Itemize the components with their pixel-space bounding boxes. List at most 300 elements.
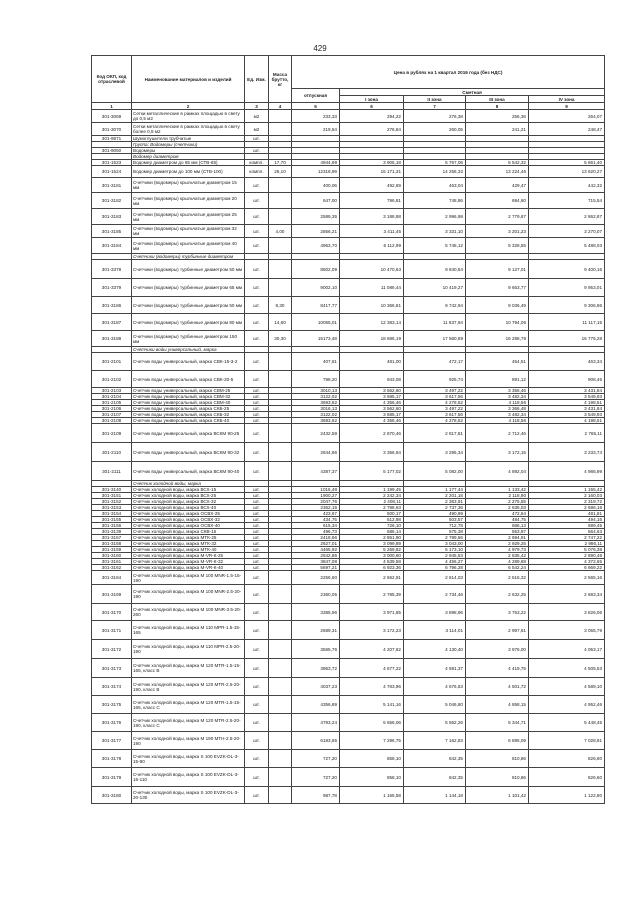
row-code-cell: 301-3139 [92,529,132,535]
header-unit: Ед. Изм. [245,56,269,103]
row-code-cell: 301-2109 [92,424,132,443]
row-release-price-cell: 9002,10 [292,279,340,297]
row-release-price-cell: 233,33 [292,110,340,123]
row-zone-4-cell: 715,54 [529,193,605,209]
row-release-price-cell: 3016,13 [292,406,340,412]
row-zone-3-cell: 6 542,24 [466,565,529,571]
row-code-cell: 301-1524 [92,166,132,178]
row-zone-1-cell: 18 686,19 [340,331,404,347]
row-zone-2-cell: 2 734,46 [404,585,466,604]
row-unit-cell: шт. [245,621,269,640]
row-name-cell: Сетки металлические в рамках площадью в свету до 0,5 м2 [132,110,245,123]
row-zone-4-cell: 4 986,99 [529,462,605,481]
row-unit-cell: шт. [245,505,269,511]
row-zone-2-cell: 842,35 [404,768,466,787]
row-unit-cell: шт. [245,238,269,254]
row-mass-cell [269,714,292,732]
row-zone-1-cell: 4 763,96 [340,678,404,696]
row-release-price-cell: 727,20 [292,768,340,787]
row-release-price-cell: 3847,08 [292,559,340,565]
row-code-cell: 301-2101 [92,353,132,371]
row-name-cell: Водомеры [132,148,245,154]
row-mass-cell: 4,00 [269,225,292,238]
table-row [92,166,605,178]
row-zone-2-cell: 2 799,56 [404,535,466,541]
row-zone-2-cell: 7 162,83 [404,732,466,750]
column-number: 4 [269,103,292,110]
row-name-cell: Счетчик холодной воды, марка М 120 MTR-2.5-20-190, класс С [132,714,245,732]
row-zone-2-cell: 4 676,53 [404,678,466,696]
row-zone-1-cell: 858,10 [340,750,404,768]
row-zone-3-cell: 2 635,03 [466,505,529,511]
row-code-cell: 301-3379 [92,279,132,297]
row-mass-cell [269,353,292,371]
row-zone-3-cell: 4 118,56 [466,418,529,424]
row-mass-cell: 30,30 [269,331,292,347]
table-row [92,571,605,585]
row-code-cell: 301-2106 [92,406,132,412]
row-mass-cell: 14,60 [269,314,292,331]
row-zone-4-cell: 4 198,51 [529,418,605,424]
row-zone-4-cell: 826,60 [529,768,605,787]
row-zone-3-cell: 891,12 [466,371,529,388]
table-row [92,443,605,462]
row-zone-3-cell: 3 356,46 [466,388,529,394]
row-zone-1-cell: 500,17 [340,511,404,517]
row-name-cell: Счетчик воды универсальный, марка СВМ-25 [132,388,245,394]
row-name-cell: Счетчик воды универсальный, марка СКБ-32 [132,412,245,418]
row-zone-1-cell: 512,98 [340,517,404,523]
row-code-cell: 301-3176 [92,714,132,732]
row-mass-cell [269,585,292,604]
row-zone-3-cell: 3 201,23 [466,225,529,238]
row-name-cell: Счетчики воды универсальный, марка [132,347,245,353]
row-zone-1-cell: 2 242,34 [340,493,404,499]
row-name-cell: Счетчик воды универсальный, марка СКБ-25 [132,406,245,412]
row-name-cell: Счетчик воды универсальный, марка СКБ-40 [132,418,245,424]
table-row [92,209,605,225]
row-name-cell: Счетчик холодной воды, марка ВСХ-15 [132,487,245,493]
row-release-price-cell: 798,20 [292,371,340,388]
row-zone-4-cell: 826,60 [529,750,605,768]
row-zone-1-cell: 2 870,46 [340,424,404,443]
row-code-cell: 301-3161 [92,559,132,565]
row-zone-3-cell: 16 288,78 [466,331,529,347]
row-zone-4-cell: 2 765,11 [529,424,605,443]
row-unit-cell: шт. [245,585,269,604]
row-zone-3-cell: 241,21 [466,123,529,136]
row-zone-1-cell: 481,00 [340,353,404,371]
column-number: 1 [92,103,132,110]
row-unit-cell: шт. [245,424,269,443]
row-mass-cell [269,178,292,193]
row-zone-4-cell: 481,81 [529,511,605,517]
row-unit-cell: шт. [245,443,269,462]
row-code-cell: 301-3185 [92,225,132,238]
row-code-cell: 301-1523 [92,160,132,166]
row-release-price-cell: 4387,37 [292,462,340,481]
row-zone-2-cell: 17 560,89 [404,331,466,347]
row-code-cell: 301-3070 [92,123,132,136]
row-zone-1-cell: 7 296,75 [340,732,404,750]
row-name-cell: Счетчик холодной воды, марка М 100 MNR-1.5-15-190 [132,571,245,585]
row-mass-cell [269,640,292,659]
row-zone-1-cell: 12 383,14 [340,314,404,331]
row-zone-2-cell: 3 331,10 [404,225,466,238]
row-release-price-cell: 423,67 [292,511,340,517]
row-zone-4-cell: 564,63 [529,529,605,535]
row-unit-cell: шт. [245,529,269,535]
row-zone-4-cell: 2 986,11 [529,541,605,547]
row-zone-2-cell: 463,04 [404,178,466,193]
row-zone-2-cell: 3 617,56 [404,394,466,400]
row-unit-cell: шт. [245,209,269,225]
row-release-price-cell: 2856,21 [292,225,340,238]
row-release-price-cell: 3693,62 [292,400,340,406]
row-unit-cell: шт. [245,499,269,505]
row-mass-cell [269,571,292,585]
page-number: 429 [313,44,327,53]
table-row [92,714,605,732]
row-release-price-cell: 434,75 [292,517,340,523]
row-name-cell: Счетчик воды универсальный, марка ВСКМ 90-40 [132,462,245,481]
row-zone-2-cell: 5 745,12 [404,238,466,254]
row-name-cell: Счетчик холодной воды, марка СКВ-15 [132,529,245,535]
row-zone-3-cell: 9 036,49 [466,297,529,314]
row-zone-3-cell: 3 976,00 [466,640,529,659]
row-zone-1-cell: 3 188,88 [340,209,404,225]
row-name-cell: Счетчики (водомеры) турбинные диаметром 150 мм [132,331,245,347]
row-mass-cell [269,238,292,254]
row-unit-cell: шт. [245,547,269,553]
row-mass-cell [269,768,292,787]
header-release-price: отпускная [292,89,340,103]
row-release-price-cell: 10055,01 [292,314,340,331]
row-zone-3-cell: 2 516,32 [466,571,529,585]
row-zone-2-cell: 2 737,36 [404,505,466,511]
row-code-cell: 301-3158 [92,541,132,547]
row-code-cell: 301-3159 [92,547,132,553]
row-release-price-cell: 2047,76 [292,499,340,505]
row-zone-2-cell: 4 278,52 [404,418,466,424]
row-mass-cell [269,659,292,678]
row-unit-cell: шт. [245,553,269,559]
row-zone-1-cell: 10 366,81 [340,297,404,314]
row-mass-cell [269,123,292,136]
row-code-cell: 301-3154 [92,511,132,517]
row-name-cell: Счетчик холодной воды, марка ВСХ-40 [132,505,245,511]
row-zone-2-cell: 712,78 [404,523,466,529]
row-zone-3-cell: 2 997,61 [466,621,529,640]
row-code-cell: 301-3186 [92,297,132,314]
row-zone-2-cell: 2 614,03 [404,571,466,585]
row-zone-3-cell: 694,60 [466,193,529,209]
row-zone-3-cell: 429,47 [466,178,529,193]
row-name-cell: Счетчик воды универсальный, марка СВК-20-5 [132,371,245,388]
row-unit-cell: шт. [245,768,269,787]
row-zone-4-cell: 3 055,79 [529,621,605,640]
row-release-price-cell: 3693,62 [292,418,340,424]
row-zone-1-cell: 2 662,91 [340,571,404,585]
row-zone-4-cell: 9 400,16 [529,260,605,279]
row-zone-2-cell: 3 898,96 [404,604,466,621]
row-code-cell: 301-3169 [92,585,132,604]
row-zone-4-cell: 699,45 [529,523,605,529]
row-zone-4-cell: 248,47 [529,123,605,136]
row-release-price-cell: 219,54 [292,123,340,136]
row-zone-4-cell: 1 122,80 [529,787,605,804]
row-code-cell: 301-2108 [92,418,132,424]
row-name-cell: Счетчик холодной воды, марка М-VR-К-25 [132,553,245,559]
table-row [92,331,605,347]
row-code-cell: 301-3172 [92,640,132,659]
row-unit-cell: шт. [245,541,269,547]
row-name-cell: Счетчики (водомеры) турбинные диаметром 65 мм [132,279,245,297]
row-name-cell: Счетчик холодной воды, марка М 110 MPR-1.5-15-165 [132,621,245,640]
row-zone-4-cell: 264,07 [529,110,605,123]
row-zone-3-cell: 553,87 [466,529,529,535]
row-unit-cell: м2 [245,123,269,136]
row-name-cell: Счетчик воды универсальный, марка СВК-15-3-2 [132,353,245,371]
row-code-cell: 301-3187 [92,314,132,331]
row-code-cell: 301-3151 [92,493,132,499]
row-mass-cell: 17,70 [269,160,292,166]
table-row [92,110,605,123]
table-row [92,585,605,604]
row-mass-cell [269,604,292,621]
row-zone-3-cell: 484,75 [466,517,529,523]
row-code-cell: 301-3177 [92,732,132,750]
row-zone-2-cell: 5 767,06 [404,160,466,166]
row-zone-3-cell: 6 895,09 [466,732,529,750]
table-row [92,604,605,621]
row-zone-1-cell: 294,22 [340,110,404,123]
row-name-cell: Счетчик холодной воды, марка МТК-25 [132,535,245,541]
row-zone-4-cell: 3 549,93 [529,412,605,418]
column-number: 9 [529,103,605,110]
row-zone-1-cell: 3 685,17 [340,394,404,400]
row-code-cell: 301-2110 [92,443,132,462]
row-unit-cell: шт. [245,418,269,424]
row-zone-4-cell: 13 620,27 [529,166,605,178]
row-zone-2-cell: 4 456,27 [404,559,466,565]
row-release-price-cell: 2432,59 [292,424,340,443]
row-name-cell: Счетчик холодной воды, марка МТК-40 [132,547,245,553]
row-zone-2-cell: 3 043,00 [404,541,466,547]
row-zone-4-cell: 463,34 [529,353,605,371]
row-zone-2-cell: 748,86 [404,193,466,209]
row-code-cell: 301-9050 [92,148,132,154]
row-zone-4-cell: 908,46 [529,371,605,388]
table-row [92,640,605,659]
row-unit-cell: шт. [245,493,269,499]
row-code-cell: 301-3174 [92,678,132,696]
row-zone-2-cell: 276,38 [404,110,466,123]
row-zone-2-cell: 1 177,44 [404,487,466,493]
row-code-cell: 301-3173 [92,659,132,678]
row-zone-1-cell: 4 539,58 [340,559,404,565]
row-code-cell: 301-2111 [92,462,132,481]
price-table-sheet [91,55,604,804]
row-unit-cell: шт. [245,371,269,388]
table-row [92,279,605,297]
row-release-price-cell: 407,61 [292,353,340,371]
row-unit-cell: шт. [245,148,269,154]
row-name-cell: Счетчик воды универсальный, марка СВМ-40 [132,400,245,406]
row-zone-4-cell: 5 661,40 [529,160,605,166]
row-zone-1-cell: 492,69 [340,178,404,193]
row-name-cell: Счетчик холодной воды, марка М-VR-К-40 [132,565,245,571]
row-zone-4-cell: 1 155,42 [529,487,605,493]
row-zone-2-cell: 5 046,80 [404,696,466,714]
row-zone-4-cell: 2 160,03 [529,493,605,499]
row-zone-1-cell: 15 171,31 [340,166,404,178]
row-zone-3-cell: 5 328,55 [466,238,529,254]
row-unit-cell: шт. [245,604,269,621]
row-release-price-cell: 15173,48 [292,331,340,347]
row-unit-cell: шт. [245,732,269,750]
row-zone-1-cell: 3 411,45 [340,225,404,238]
row-zone-1-cell: 6 923,36 [340,565,404,571]
row-zone-1-cell: 1 165,58 [340,787,404,804]
row-zone-3-cell: 4 892,04 [466,462,529,481]
row-release-price-cell: 1016,48 [292,487,340,493]
row-zone-2-cell: 2 996,98 [404,209,466,225]
row-release-price-cell: 8502,09 [292,260,340,279]
row-zone-3-cell: 2 275,55 [466,499,529,505]
row-mass-cell [269,462,292,481]
row-unit-cell: шт. [245,750,269,768]
column-number: 3 [245,103,269,110]
row-code-cell: 301-3069 [92,110,132,123]
row-mass-cell [269,732,292,750]
row-zone-3-cell: 3 172,15 [466,443,529,462]
row-zone-3-cell: 2 712,46 [466,424,529,443]
row-mass-cell [269,371,292,388]
row-name-cell: Группа: Водомеры (счетчики) [132,142,245,148]
row-unit-cell: компл. [245,160,269,166]
row-zone-3-cell: 2 632,25 [466,585,529,604]
row-mass-cell [269,443,292,462]
table-row [92,750,605,768]
row-zone-3-cell: 3 482,34 [466,412,529,418]
table-row [92,260,605,279]
row-zone-3-cell: 2 779,67 [466,209,529,225]
row-release-price-cell: 3963,72 [292,659,340,678]
row-zone-2-cell: 3 497,22 [404,388,466,394]
table-row [92,123,605,136]
row-name-cell: Счетчик холодной воды, марка ОСВХ-25 [132,511,245,517]
row-unit-cell: м2 [245,110,269,123]
row-mass-cell [269,424,292,443]
table-row [92,424,605,443]
row-zone-3-cell: 2 118,90 [466,493,529,499]
table-row [92,297,605,314]
row-zone-3-cell: 3 753,22 [466,604,529,621]
row-unit-cell: шт. [245,178,269,193]
row-code-cell: 301-3164 [92,571,132,585]
header-estimate-price: Сметная [340,89,605,96]
row-zone-1-cell: 11 086,44 [340,279,404,297]
row-code-cell: 301-3180 [92,787,132,804]
row-name-cell: Счетчики (водомеры) турбинные диаметром 50 мм [132,297,245,314]
row-unit-cell: шт. [245,462,269,481]
table-row [92,732,605,750]
row-zone-2-cell: 4 591,37 [404,659,466,678]
row-release-price-cell: 3385,96 [292,604,340,621]
row-zone-4-cell: 11 117,15 [529,314,605,331]
header-zone-3: III зона [466,96,529,103]
row-release-price-cell: 4465,92 [292,547,340,553]
table-row [92,193,605,209]
row-code-cell: 301-3179 [92,768,132,787]
row-unit-cell: шт. [245,353,269,371]
row-zone-1-cell: 3 356,94 [340,443,404,462]
row-zone-2-cell: 4 130,40 [404,640,466,659]
row-zone-1-cell: 943,08 [340,371,404,388]
row-zone-4-cell: 16 776,28 [529,331,605,347]
row-name-cell: Счетчик холодной воды, марка М 110 MPR-2.5-20-190 [132,640,245,659]
row-release-price-cell: 987,78 [292,787,340,804]
row-unit-cell: шт. [245,787,269,804]
row-zone-4-cell: 5 488,03 [529,238,605,254]
row-name-cell: Счетчик холодной воды, марка S 100 EVZK-DL-3-15-110 [132,768,245,787]
row-zone-3-cell: 686,13 [466,523,529,529]
row-name-cell: Водомер диаметром [132,154,245,160]
row-release-price-cell: 2689,31 [292,621,340,640]
row-name-cell: Счетчик воды универсальный, марка ВСКМ 90-32 [132,443,245,462]
row-zone-4-cell: 3 270,07 [529,225,605,238]
row-zone-4-cell: 442,32 [529,178,605,193]
row-name-cell: Сетки металлические в рамках площадью в свету более 0,5 м2 [132,123,245,136]
row-zone-4-cell: 3 826,06 [529,604,605,621]
row-code-cell: 301-9871 [92,136,132,142]
row-zone-4-cell: 3 431,84 [529,388,605,394]
row-zone-2-cell: 575,38 [404,529,466,535]
row-release-price-cell: 12318,99 [292,166,340,178]
row-zone-4-cell: 2 565,16 [529,571,605,585]
row-zone-1-cell: 1 199,45 [340,487,404,493]
table-row [92,787,605,804]
row-zone-3-cell: 13 224,46 [466,166,529,178]
row-zone-3-cell: 3 482,34 [466,394,529,400]
column-number: 2 [132,103,245,110]
row-zone-3-cell: 9 127,01 [466,260,529,279]
row-zone-3-cell: 5 344,71 [466,714,529,732]
row-zone-4-cell: 7 028,91 [529,732,605,750]
row-mass-cell [269,787,292,804]
row-unit-cell: шт. [245,331,269,347]
row-release-price-cell: 400,06 [292,178,340,193]
table-row [92,238,605,254]
row-zone-2-cell: 10 419,27 [404,279,466,297]
row-zone-3-cell: 4 118,56 [466,400,529,406]
row-name-cell: Счетчик холодной воды, марка ВСХ-32 [132,499,245,505]
row-unit-cell: шт. [245,193,269,209]
row-zone-3-cell: 810,86 [466,768,529,787]
row-zone-1-cell: 4 207,62 [340,640,404,659]
row-zone-4-cell: 9 953,01 [529,279,605,297]
row-zone-2-cell: 2 817,81 [404,424,466,443]
row-zone-2-cell: 260,05 [404,123,466,136]
row-zone-3-cell: 1 133,42 [466,487,529,493]
row-unit-cell: шт. [245,640,269,659]
row-zone-2-cell: 3 114,01 [404,621,466,640]
table-body [92,110,605,804]
row-mass-cell [269,678,292,696]
table-row [92,178,605,193]
row-zone-2-cell: 6 796,28 [404,565,466,571]
